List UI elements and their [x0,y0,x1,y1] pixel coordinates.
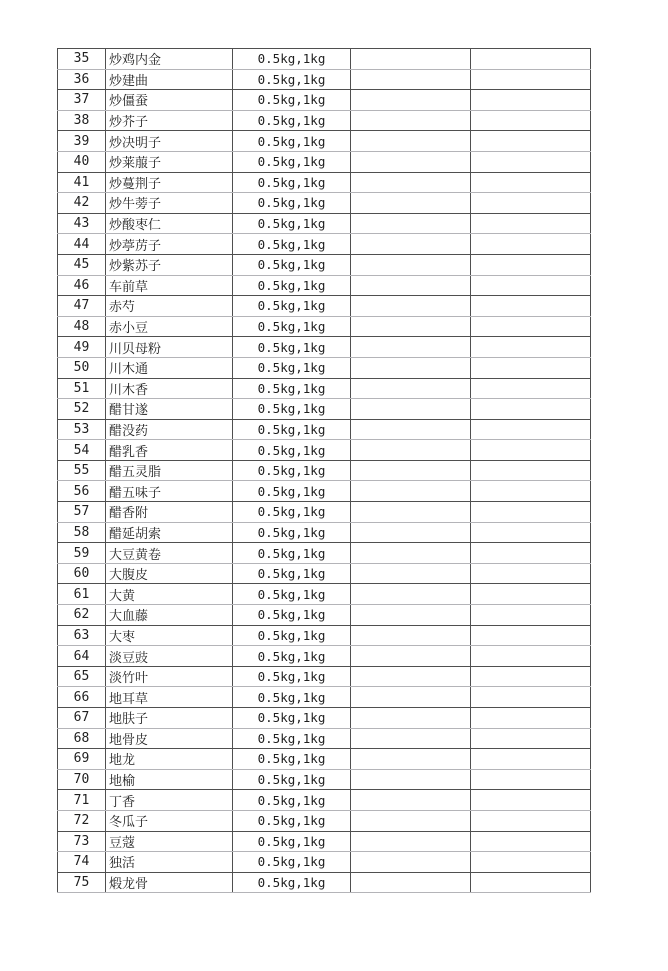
spec-cell: 0.5kg,1kg [233,234,351,255]
table-row [58,460,591,481]
row-number-cell: 45 [58,254,106,275]
empty-cell-1 [351,625,471,646]
row-number-cell: 58 [58,522,106,543]
spec-cell: 0.5kg,1kg [233,605,351,626]
table-row [58,90,591,111]
spec-cell: 0.5kg,1kg [233,193,351,214]
table-row [58,378,591,399]
table-row [58,172,591,193]
row-number-cell: 71 [58,790,106,811]
empty-cell-1 [351,275,471,296]
row-number-cell: 65 [58,666,106,687]
empty-cell-2 [471,563,591,584]
table-row [58,110,591,131]
spec-cell: 0.5kg,1kg [233,708,351,729]
row-number-cell: 69 [58,749,106,770]
table-row [58,543,591,564]
spec-cell: 0.5kg,1kg [233,543,351,564]
table-row [58,69,591,90]
empty-cell-2 [471,749,591,770]
spec-cell: 0.5kg,1kg [233,378,351,399]
empty-cell-1 [351,440,471,461]
empty-cell-2 [471,357,591,378]
empty-cell-2 [471,110,591,131]
table-row [58,296,591,317]
empty-cell-1 [351,666,471,687]
spec-cell: 0.5kg,1kg [233,563,351,584]
empty-cell-2 [471,584,591,605]
table-row [58,810,591,831]
item-name-cell: 炒蔓荆子 [106,172,233,193]
table-row [58,337,591,358]
table-row [58,502,591,523]
row-number-cell: 36 [58,69,106,90]
empty-cell-1 [351,49,471,70]
empty-cell-2 [471,316,591,337]
spec-cell: 0.5kg,1kg [233,810,351,831]
spec-cell: 0.5kg,1kg [233,852,351,873]
spec-cell: 0.5kg,1kg [233,502,351,523]
table-row [58,563,591,584]
empty-cell-2 [471,193,591,214]
spec-cell: 0.5kg,1kg [233,69,351,90]
item-name-cell: 炒牛蒡子 [106,193,233,214]
spec-cell: 0.5kg,1kg [233,254,351,275]
empty-cell-1 [351,563,471,584]
spec-cell: 0.5kg,1kg [233,769,351,790]
row-number-cell: 44 [58,234,106,255]
empty-cell-2 [471,872,591,893]
item-name-cell: 赤芍 [106,296,233,317]
item-name-cell: 豆蔻 [106,831,233,852]
spec-cell: 0.5kg,1kg [233,110,351,131]
table-row [58,131,591,152]
table-row [58,769,591,790]
row-number-cell: 62 [58,605,106,626]
empty-cell-1 [351,728,471,749]
empty-cell-2 [471,605,591,626]
empty-cell-2 [471,625,591,646]
item-name-cell: 淡竹叶 [106,666,233,687]
spec-cell: 0.5kg,1kg [233,213,351,234]
empty-cell-1 [351,522,471,543]
empty-cell-1 [351,543,471,564]
empty-cell-2 [471,90,591,111]
spec-cell: 0.5kg,1kg [233,522,351,543]
empty-cell-2 [471,502,591,523]
item-name-cell: 大腹皮 [106,563,233,584]
row-number-cell: 49 [58,337,106,358]
row-number-cell: 43 [58,213,106,234]
empty-cell-2 [471,852,591,873]
item-name-cell: 煅龙骨 [106,872,233,893]
row-number-cell: 54 [58,440,106,461]
empty-cell-2 [471,831,591,852]
empty-cell-1 [351,172,471,193]
table-row [58,193,591,214]
empty-cell-1 [351,110,471,131]
empty-cell-2 [471,296,591,317]
spec-cell: 0.5kg,1kg [233,316,351,337]
item-name-cell: 大枣 [106,625,233,646]
table-row [58,49,591,70]
empty-cell-1 [351,810,471,831]
table-row [58,584,591,605]
item-name-cell: 醋五味子 [106,481,233,502]
table-row [58,687,591,708]
table-body [58,49,591,893]
row-number-cell: 41 [58,172,106,193]
spec-cell: 0.5kg,1kg [233,440,351,461]
item-name-cell: 炒葶苈子 [106,234,233,255]
table-row [58,316,591,337]
table-row [58,275,591,296]
row-number-cell: 37 [58,90,106,111]
item-name-cell: 醋香附 [106,502,233,523]
item-name-cell: 大豆黄卷 [106,543,233,564]
item-name-cell: 炒决明子 [106,131,233,152]
row-number-cell: 59 [58,543,106,564]
item-name-cell: 地耳草 [106,687,233,708]
empty-cell-2 [471,131,591,152]
empty-cell-1 [351,708,471,729]
empty-cell-1 [351,687,471,708]
row-number-cell: 64 [58,646,106,667]
row-number-cell: 67 [58,708,106,729]
empty-cell-1 [351,316,471,337]
spec-cell: 0.5kg,1kg [233,687,351,708]
row-number-cell: 72 [58,810,106,831]
row-number-cell: 75 [58,872,106,893]
empty-cell-2 [471,378,591,399]
item-name-cell: 醋五灵脂 [106,460,233,481]
table-row [58,419,591,440]
empty-cell-1 [351,646,471,667]
spec-cell: 0.5kg,1kg [233,337,351,358]
empty-cell-1 [351,151,471,172]
empty-cell-1 [351,213,471,234]
empty-cell-2 [471,234,591,255]
item-name-cell: 地肤子 [106,708,233,729]
empty-cell-1 [351,357,471,378]
spec-cell: 0.5kg,1kg [233,646,351,667]
empty-cell-1 [351,254,471,275]
table-row [58,522,591,543]
spec-cell: 0.5kg,1kg [233,790,351,811]
item-name-cell: 大黄 [106,584,233,605]
empty-cell-2 [471,213,591,234]
spec-cell: 0.5kg,1kg [233,749,351,770]
row-number-cell: 60 [58,563,106,584]
row-number-cell: 66 [58,687,106,708]
item-name-cell: 川木通 [106,357,233,378]
item-name-cell: 炒酸枣仁 [106,213,233,234]
empty-cell-1 [351,790,471,811]
row-number-cell: 61 [58,584,106,605]
spec-cell: 0.5kg,1kg [233,460,351,481]
empty-cell-2 [471,790,591,811]
empty-cell-1 [351,378,471,399]
spec-cell: 0.5kg,1kg [233,151,351,172]
row-number-cell: 52 [58,399,106,420]
empty-cell-2 [471,769,591,790]
empty-cell-2 [471,49,591,70]
empty-cell-2 [471,522,591,543]
item-name-cell: 冬瓜子 [106,810,233,831]
empty-cell-2 [471,151,591,172]
item-name-cell: 川贝母粉 [106,337,233,358]
row-number-cell: 40 [58,151,106,172]
row-number-cell: 46 [58,275,106,296]
spec-cell: 0.5kg,1kg [233,399,351,420]
empty-cell-2 [471,254,591,275]
row-number-cell: 74 [58,852,106,873]
table-row [58,790,591,811]
row-number-cell: 42 [58,193,106,214]
spec-cell: 0.5kg,1kg [233,131,351,152]
empty-cell-1 [351,852,471,873]
spec-cell: 0.5kg,1kg [233,49,351,70]
table-row [58,666,591,687]
spec-cell: 0.5kg,1kg [233,728,351,749]
row-number-cell: 70 [58,769,106,790]
row-number-cell: 53 [58,419,106,440]
item-name-cell: 醋甘遂 [106,399,233,420]
spec-cell: 0.5kg,1kg [233,872,351,893]
spec-cell: 0.5kg,1kg [233,296,351,317]
empty-cell-2 [471,172,591,193]
spec-cell: 0.5kg,1kg [233,625,351,646]
table-row [58,357,591,378]
empty-cell-1 [351,481,471,502]
item-name-cell: 炒鸡内金 [106,49,233,70]
empty-cell-1 [351,831,471,852]
row-number-cell: 57 [58,502,106,523]
table-row [58,708,591,729]
empty-cell-2 [471,646,591,667]
empty-cell-1 [351,769,471,790]
item-name-cell: 地榆 [106,769,233,790]
item-name-cell: 醋乳香 [106,440,233,461]
table-row [58,872,591,893]
table-row [58,749,591,770]
empty-cell-1 [351,749,471,770]
spec-cell: 0.5kg,1kg [233,172,351,193]
medicine-table [57,48,591,893]
item-name-cell: 炒紫苏子 [106,254,233,275]
row-number-cell: 68 [58,728,106,749]
item-name-cell: 炒莱菔子 [106,151,233,172]
item-name-cell: 醋延胡索 [106,522,233,543]
empty-cell-1 [351,419,471,440]
empty-cell-1 [351,193,471,214]
row-number-cell: 51 [58,378,106,399]
empty-cell-2 [471,460,591,481]
item-name-cell: 独活 [106,852,233,873]
empty-cell-2 [471,399,591,420]
row-number-cell: 48 [58,316,106,337]
row-number-cell: 63 [58,625,106,646]
empty-cell-1 [351,460,471,481]
empty-cell-2 [471,481,591,502]
table-row [58,213,591,234]
empty-cell-2 [471,419,591,440]
empty-cell-2 [471,440,591,461]
spec-cell: 0.5kg,1kg [233,357,351,378]
item-name-cell: 大血藤 [106,605,233,626]
table-row [58,852,591,873]
empty-cell-2 [471,708,591,729]
empty-cell-1 [351,584,471,605]
empty-cell-1 [351,90,471,111]
table-row [58,625,591,646]
empty-cell-2 [471,337,591,358]
item-name-cell: 车前草 [106,275,233,296]
table-row [58,254,591,275]
table-row [58,399,591,420]
empty-cell-1 [351,337,471,358]
item-name-cell: 炒芥子 [106,110,233,131]
table-row [58,831,591,852]
spec-cell: 0.5kg,1kg [233,831,351,852]
table-row [58,440,591,461]
spec-cell: 0.5kg,1kg [233,481,351,502]
item-name-cell: 地骨皮 [106,728,233,749]
empty-cell-1 [351,69,471,90]
empty-cell-2 [471,275,591,296]
item-name-cell: 醋没药 [106,419,233,440]
empty-cell-1 [351,234,471,255]
item-name-cell: 川木香 [106,378,233,399]
empty-cell-1 [351,502,471,523]
row-number-cell: 55 [58,460,106,481]
empty-cell-1 [351,296,471,317]
item-name-cell: 赤小豆 [106,316,233,337]
row-number-cell: 35 [58,49,106,70]
table-row [58,234,591,255]
row-number-cell: 47 [58,296,106,317]
spec-cell: 0.5kg,1kg [233,275,351,296]
row-number-cell: 73 [58,831,106,852]
table-row [58,605,591,626]
empty-cell-1 [351,131,471,152]
spec-cell: 0.5kg,1kg [233,584,351,605]
row-number-cell: 39 [58,131,106,152]
empty-cell-1 [351,605,471,626]
table-row [58,481,591,502]
table-row [58,646,591,667]
item-name-cell: 炒僵蚕 [106,90,233,111]
row-number-cell: 50 [58,357,106,378]
row-number-cell: 38 [58,110,106,131]
item-name-cell: 丁香 [106,790,233,811]
row-number-cell: 56 [58,481,106,502]
item-name-cell: 炒建曲 [106,69,233,90]
empty-cell-2 [471,69,591,90]
empty-cell-2 [471,666,591,687]
spec-cell: 0.5kg,1kg [233,666,351,687]
item-name-cell: 地龙 [106,749,233,770]
empty-cell-2 [471,810,591,831]
empty-cell-2 [471,728,591,749]
empty-cell-1 [351,399,471,420]
table-row [58,151,591,172]
empty-cell-1 [351,872,471,893]
item-name-cell: 淡豆豉 [106,646,233,667]
spec-cell: 0.5kg,1kg [233,419,351,440]
empty-cell-2 [471,543,591,564]
spec-cell: 0.5kg,1kg [233,90,351,111]
empty-cell-2 [471,687,591,708]
table-row [58,728,591,749]
